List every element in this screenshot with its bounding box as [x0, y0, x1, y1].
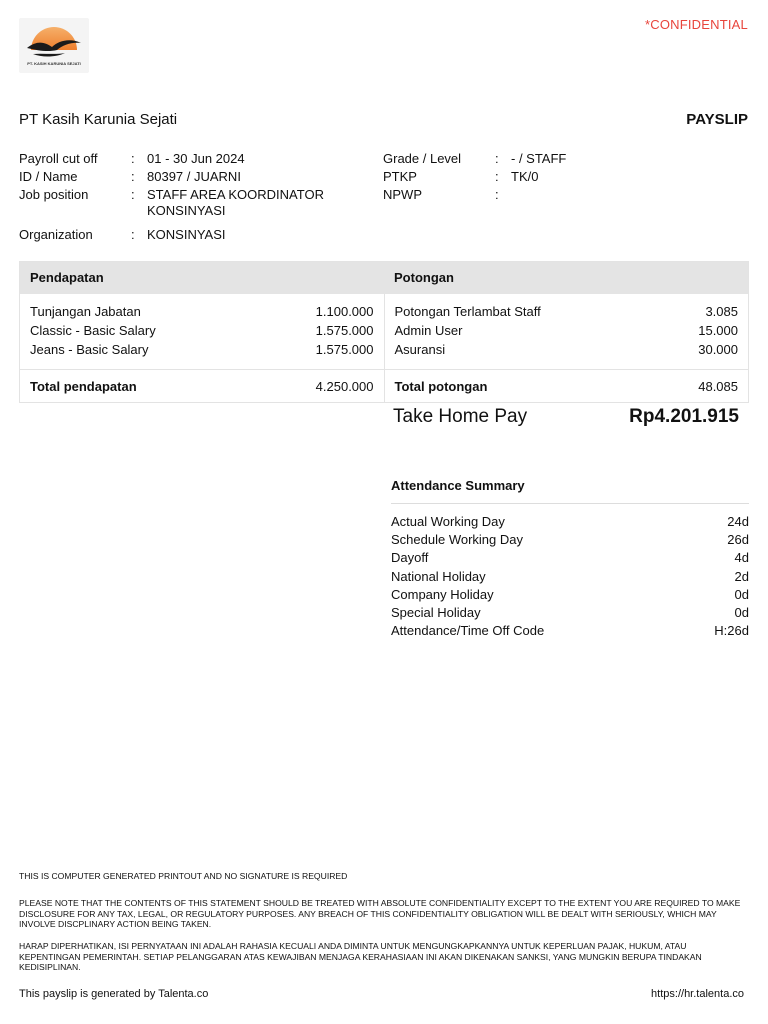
attendance-row	[391, 622, 749, 640]
confidential-label: *CONFIDENTIAL	[644, 17, 748, 32]
attendance-name: National Holiday	[391, 568, 486, 584]
payslip-table	[19, 261, 749, 403]
info-value	[511, 187, 749, 203]
payslip-table-body	[20, 294, 748, 370]
info-row-job-position	[19, 187, 379, 219]
info-label: Job position	[19, 187, 89, 202]
info-colon: :	[495, 187, 499, 202]
attendance-summary-title: Attendance Summary	[391, 478, 749, 504]
disclaimer-indonesian: HARAP DIPERHATIKAN, ISI PERNYATAAN INI ADALAH RAHASIA KECUALI ANDA DIMINTA UNTUK MENGUNGKAPKANNYA UNTUK KEPERLUAN PAJAK, HUKUM, ATAU KEPENTINGAN PEMERINTAH. SETIAP PELANGGARAN ATAS KEWAJIBAN MENJAGA KERAHASIAAN INI AKAN DIKENAKAN SANKSI, YANG MUNGKIN BERUPA TINDAKAN KEDISIPLINAN.	[19, 941, 702, 973]
deductions-total-row	[385, 370, 749, 402]
deduction-row	[395, 321, 739, 340]
info-colon: :	[495, 151, 499, 166]
earning-name: Jeans - Basic Salary	[30, 342, 149, 357]
info-colon: :	[131, 187, 135, 202]
deduction-row	[395, 302, 739, 321]
attendance-name: Special Holiday	[391, 605, 481, 621]
info-value: STAFF AREA KOORDINATOR KONSINYASI	[147, 187, 324, 218]
earning-row	[30, 321, 374, 340]
earning-amount: 1.575.000	[315, 342, 374, 357]
info-value: 01 - 30 Jun 2024	[147, 151, 245, 166]
attendance-name: Attendance/Time Off Code	[391, 623, 545, 639]
footer-generated-by: This payslip is generated by Talenta.co	[19, 988, 209, 1000]
attendance-row	[391, 568, 749, 586]
attendance-name: Schedule Working Day	[391, 532, 523, 548]
earning-row	[30, 340, 374, 359]
footer-url: https://hr.talenta.co	[651, 988, 744, 1000]
info-row-payroll-cutoff	[19, 151, 379, 167]
deduction-amount: 30.000	[698, 342, 738, 357]
deductions-heading: Potongan	[394, 270, 454, 285]
deduction-row	[395, 340, 739, 359]
earning-amount: 1.100.000	[315, 304, 374, 319]
take-home-pay	[393, 406, 739, 428]
info-colon: :	[495, 169, 499, 184]
attendance-list	[391, 504, 749, 640]
earnings-total-amount: 4.250.000	[315, 378, 374, 394]
attendance-value: H:26d	[714, 623, 749, 639]
deduction-amount: 3.085	[705, 304, 738, 319]
attendance-row	[391, 549, 749, 567]
deduction-name: Asuransi	[394, 342, 446, 357]
info-colon: :	[131, 169, 135, 184]
info-label: ID / Name	[19, 169, 78, 184]
employee-info-right	[383, 151, 749, 205]
attendance-row	[391, 513, 749, 531]
info-row-organization	[19, 227, 379, 243]
attendance-value: 0d	[734, 605, 749, 621]
info-value: TK/0	[511, 169, 539, 184]
employee-info-left	[19, 151, 379, 245]
info-row-id-name	[19, 169, 379, 185]
deduction-name: Admin User	[394, 323, 463, 338]
earnings-list	[20, 294, 385, 369]
payslip-table-header	[20, 262, 748, 294]
attendance-row	[391, 531, 749, 549]
info-row-grade-level	[383, 151, 749, 167]
deduction-name: Potongan Terlambat Staff	[394, 304, 541, 319]
attendance-value: 2d	[734, 568, 749, 584]
info-label: PTKP	[383, 169, 417, 184]
earnings-total-row	[20, 370, 385, 402]
info-colon: :	[131, 227, 135, 242]
info-value: - / STAFF	[511, 151, 567, 166]
info-value: KONSINYASI	[147, 227, 226, 242]
attendance-name: Dayoff	[391, 550, 429, 566]
info-label: NPWP	[383, 187, 422, 202]
earning-name: Tunjangan Jabatan	[30, 304, 141, 319]
earning-name: Classic - Basic Salary	[30, 323, 156, 338]
attendance-value: 4d	[734, 550, 749, 566]
take-home-pay-amount: Rp4.201.915	[629, 406, 739, 427]
info-value: 80397 / JUARNI	[147, 169, 241, 184]
company-name: PT Kasih Karunia Sejati	[19, 111, 178, 128]
disclaimer-computer-generated: THIS IS COMPUTER GENERATED PRINTOUT AND NO SIGNATURE IS REQUIRED	[19, 871, 348, 881]
attendance-summary	[391, 478, 749, 640]
attendance-value: 24d	[727, 514, 749, 529]
info-row-npwp	[383, 187, 749, 203]
attendance-value: 26d	[727, 532, 749, 548]
info-row-ptkp	[383, 169, 749, 185]
earning-amount: 1.575.000	[315, 323, 374, 338]
attendance-name: Company Holiday	[391, 586, 494, 602]
take-home-pay-label: Take Home Pay	[393, 406, 528, 427]
attendance-value: 0d	[734, 586, 749, 602]
attendance-row	[391, 586, 749, 604]
deduction-amount: 15.000	[698, 323, 738, 338]
earnings-heading: Pendapatan	[30, 270, 104, 285]
payslip-totals	[20, 370, 748, 402]
attendance-row	[391, 604, 749, 622]
deductions-list	[385, 294, 749, 369]
info-label: Organization	[19, 227, 93, 242]
info-label: Grade / Level	[383, 151, 462, 166]
attendance-name: Actual Working Day	[391, 514, 505, 529]
deductions-total-amount: 48.085	[698, 378, 738, 394]
deductions-total-label: Total potongan	[394, 378, 488, 394]
payslip-title: PAYSLIP	[686, 111, 748, 128]
earnings-total-label: Total pendapatan	[30, 378, 137, 394]
info-label: Payroll cut off	[19, 151, 98, 166]
logo-company-text: PT. KASIH KARUNIA SEJATI	[27, 61, 81, 66]
earning-row	[30, 302, 374, 321]
disclaimer-english: PLEASE NOTE THAT THE CONTENTS OF THIS STATEMENT SHOULD BE TREATED WITH ABSOLUTE CONFIDENTIALITY EXCEPT TO THE EXTENT YOU ARE REQUIRED TO MAKE DISCLOSURE FOR ANY TAX, LEGAL, OR REGULATORY PURPOSES. ANY BREACH OF THIS CONFIDENTIALITY OBLIGATION WILL BE DEALT WITH SERIOUSLY, WHICH MAY INVOLVE DISCPLINARY ACTION BEING TAKEN.	[19, 898, 741, 930]
info-colon: :	[131, 151, 135, 166]
company-logo	[19, 18, 89, 73]
